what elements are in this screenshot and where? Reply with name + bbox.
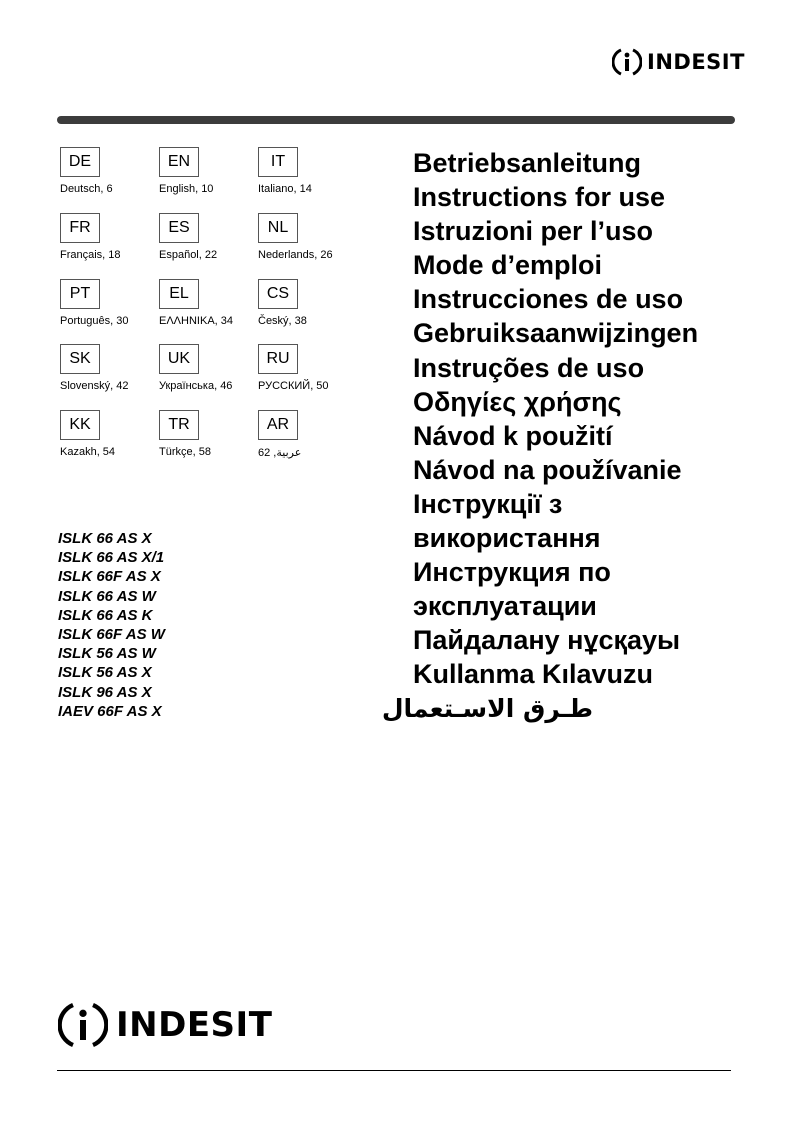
- manual-title: Gebruiksaanwijzingen: [413, 318, 699, 349]
- language-code: EN: [159, 147, 199, 177]
- model-name: ISLK 96 AS X: [58, 683, 152, 701]
- language-label: ΕΛΛΗΝΙΚΑ, 34: [159, 315, 233, 327]
- brand-logo-bottom: [58, 1000, 272, 1050]
- language-entry-sk: [60, 344, 170, 392]
- language-entry-de: [60, 147, 170, 195]
- language-code: CS: [258, 279, 298, 309]
- manual-title: Návod na používanie: [413, 454, 682, 485]
- language-label: Kazakh, 54: [60, 446, 116, 458]
- manual-title-list: [381, 146, 699, 726]
- language-entry-ar: [258, 410, 368, 459]
- language-label: Italiano, 14: [258, 183, 312, 195]
- manual-title: эксплуатации: [413, 591, 597, 622]
- language-label: Français, 18: [60, 249, 121, 261]
- model-name: ISLK 66 AS X: [58, 530, 152, 547]
- language-entry-tr: [159, 410, 269, 458]
- brand-name: INDESIT: [647, 49, 745, 74]
- model-name: ISLK 66F AS W: [58, 626, 165, 644]
- language-label: Português, 30: [60, 315, 129, 327]
- manual-title: Mode d’emploi: [413, 250, 602, 281]
- language-code: IT: [258, 147, 298, 177]
- language-code: EL: [159, 279, 199, 309]
- manual-title: Istruzioni per l’uso: [413, 216, 654, 247]
- language-entry-fr: [60, 213, 170, 261]
- language-label: Český, 38: [258, 315, 307, 327]
- manual-title: Betriebsanleitung: [413, 148, 642, 178]
- manual-title: Instructions for use: [413, 182, 666, 213]
- language-label: English, 10: [159, 183, 214, 195]
- model-name: ISLK 66 AS K: [58, 606, 153, 624]
- model-name: ISLK 66F AS X: [58, 568, 161, 586]
- language-code: KK: [60, 410, 100, 440]
- language-label: Türkçe, 58: [159, 446, 211, 458]
- header-divider: [57, 116, 735, 124]
- language-entry-uk: [159, 344, 269, 392]
- brand-name: INDESIT: [116, 1005, 273, 1045]
- model-name: ISLK 56 AS X: [58, 664, 152, 682]
- language-label: عربية, 62: [258, 447, 302, 459]
- manual-title: Instrucciones de uso: [413, 284, 684, 315]
- language-label: РУССКИЙ, 50: [258, 380, 329, 392]
- brand-logo-top: [612, 47, 745, 77]
- manual-title: Пайдалану нұсқауы: [413, 625, 681, 656]
- footer-divider: [57, 1070, 731, 1071]
- language-entry-cs: [258, 279, 368, 327]
- language-code: AR: [258, 410, 298, 440]
- language-label: Nederlands, 26: [258, 249, 333, 261]
- model-name: IAEV 66F AS X: [58, 702, 162, 720]
- manual-title: Инструкция по: [413, 557, 611, 588]
- language-code: FR: [60, 213, 100, 243]
- manual-title: Kullanma Kılavuzu: [413, 659, 654, 690]
- language-code: UK: [159, 344, 199, 374]
- language-label: Deutsch, 6: [60, 183, 113, 195]
- model-name: ISLK 66 AS W: [58, 587, 156, 605]
- language-entry-it: [258, 147, 368, 195]
- language-label: Español, 22: [159, 249, 218, 261]
- language-code: SK: [60, 344, 100, 374]
- language-code: PT: [60, 279, 100, 309]
- model-name: ISLK 66 AS X/1: [58, 549, 165, 567]
- language-entry-el: [159, 279, 269, 327]
- language-code: ES: [159, 213, 199, 243]
- language-label: Slovenský, 42: [60, 380, 129, 392]
- manual-title: Návod k použití: [413, 420, 613, 451]
- model-list: [58, 529, 165, 721]
- model-name: ISLK 56 AS W: [58, 645, 156, 663]
- manual-title: використання: [413, 523, 601, 554]
- language-entry-pt: [60, 279, 170, 327]
- language-code: NL: [258, 213, 298, 243]
- indesit-logo-icon: [58, 1000, 108, 1050]
- language-entry-ru: [258, 344, 368, 392]
- language-code: TR: [159, 410, 199, 440]
- manual-title: Інструкції з: [413, 488, 563, 519]
- language-code: RU: [258, 344, 298, 374]
- manual-title: Οδηγίες χρήσης: [413, 386, 622, 417]
- language-entry-nl: [258, 213, 368, 261]
- language-entry-en: [159, 147, 269, 195]
- language-label: Українська, 46: [159, 380, 233, 392]
- language-entry-es: [159, 213, 269, 261]
- manual-title-arabic: طـرق الاسـتعمال: [381, 693, 593, 723]
- language-code: DE: [60, 147, 100, 177]
- manual-title: Instruções de uso: [413, 352, 645, 383]
- indesit-logo-icon: [612, 47, 642, 77]
- language-entry-kk: [60, 410, 170, 458]
